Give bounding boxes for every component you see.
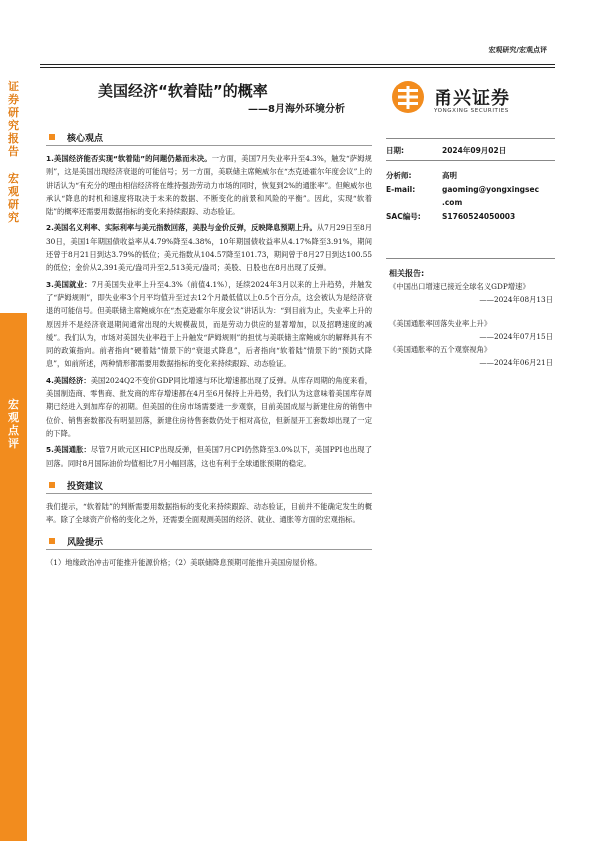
point-body: 美国2024Q2不变价GDP同比增速与环比增速都出现了反弹。从库存周期的角度来看，美国制造商、零售商、批发商的库存增速都在4月至6月保持上升趋势，我们认为这意味着美国库存周期已经进入到加库存的初期。但美国的住房市场需要进一步观察，目前美国成屋与新建住房的销售中位价、销售套数都没有明显回落，新建住房待售套数仍处于相对高位，但新屋开工套数却出现了一定的下降。: [46, 375, 372, 438]
analyst-row: [386, 170, 457, 181]
related-report-title[interactable]: 《美国通胀率回落失业率上升》: [389, 319, 492, 328]
section-underline: [46, 493, 372, 494]
section-bullet-icon: [49, 482, 55, 488]
section-title: 风险提示: [67, 538, 104, 549]
point-lead: 5.美国通胀：: [46, 445, 91, 455]
point-lead: 1.美国经济能否实现“软着陆”的问题仍悬而未决。: [46, 154, 212, 163]
section-risk-heading: [46, 534, 372, 550]
meta-rule-top: [386, 138, 555, 139]
point-lead: 3.美国就业：: [46, 279, 92, 289]
section-title: 核心观点: [67, 134, 104, 144]
date-label: 日期:: [386, 146, 404, 155]
point-body: 一方面，美国7月失业率升至4.3%，触发“萨姆规则”，这是美国出现经济衰退的可能信号；另一方面，美联储主席鲍威尔在“杰克逊霍尔年度会议”上的讲话认为“有充分的理由相信经济将在维持强劲劳动力市场的同时，恢复到2%的通胀率”。但鲍威尔也承认“降息的时机和速度将取决于未来的数据、不断变化的前景和风险的平衡”。因此，实现“软着陆”的概率还需要用数据指标的变化来持续跟踪、动态验证。: [46, 154, 372, 217]
meta-rule-mid: [386, 160, 555, 161]
logo-mark-icon: [391, 80, 425, 114]
core-point-4: [46, 374, 372, 440]
invest-body: 我们提示，“软着陆”的判断需要用数据指标的变化来持续跟踪、动态验证，目前并不能确定发生的概率。除了全球资产价格的变化之外，还需要全面观测美国的经济、就业、通胀等方面的宏观指标。: [46, 501, 372, 525]
header-category: 宏观研究/宏观点评: [488, 46, 547, 54]
logo-name: 甬兴证券: [434, 88, 510, 109]
section-title: 投资建议: [67, 481, 104, 492]
related-report-date: ——2024年06月21日: [479, 357, 553, 367]
analyst-label: 分析师:: [386, 171, 412, 180]
company-logo: [391, 78, 551, 124]
page-subtitle: ——8月海外环境分析: [248, 104, 345, 115]
related-report-title[interactable]: 《美国通胀率的五个观察视角》: [389, 345, 492, 354]
sidebar-label-commentary: 宏观点评: [8, 398, 19, 450]
core-point-2: [46, 221, 372, 274]
related-reports-title: 相关报告:: [389, 269, 425, 278]
email-row-cont: [442, 198, 462, 207]
related-report-1[interactable]: [389, 281, 553, 306]
header-rule: [40, 64, 555, 65]
section-core-heading: [46, 130, 372, 146]
sac-value: S1760524050003: [442, 212, 516, 221]
related-report-title[interactable]: 《中国出口增速已接近全球名义GDP增速》: [389, 282, 530, 291]
related-report-date: ——2024年07月15日: [479, 331, 553, 341]
sidebar-orange-band: [0, 313, 27, 841]
section-bullet-icon: [49, 538, 55, 544]
sac-row: [386, 211, 515, 222]
date-row: [386, 145, 506, 156]
point-body: 7月美国失业率上升至4.3%（前值4.1%），延续2024年3月以来的上升趋势，并触发了“萨姆规则”，即失业率3个月平均值升至过去12个月最低值以上0.5个百分点，这会被认为是经济衰退的可能信号。但美联储主席鲍威尔在“杰克逊霍尔年度会议”讲话认为：“到目前为止，失业率上升的原因并不是经济衰退期间通常出现的大规模裁员，而是劳动力供应的显著增加，以及招聘速度的减缓”。我们认为，市场对美国失业率趋于上升触发“萨姆规则”的担忧与美联储主席鲍威尔的解释具有不同的政策指向。前者指向“硬着陆”情景下的“衰退式降息”，后者指向“软着陆”情景下的“预防式降息”，如前所述，两种情形都需要用数据指标的变化来持续跟踪、动态验证。: [46, 279, 372, 369]
email-value[interactable]: gaoming@yongxingsec: [442, 185, 540, 194]
sidebar: [0, 0, 27, 841]
email-value-cont[interactable]: .com: [442, 198, 463, 207]
header-rule-thin: [40, 67, 555, 68]
related-report-3[interactable]: [389, 344, 553, 369]
email-label: E-mail:: [386, 185, 416, 194]
section-underline: [46, 549, 372, 550]
main-content: [46, 130, 372, 573]
point-lead: 2.美国名义利率、实际利率与美元指数回落，美股与金价反弹，反映降息预期上升。: [46, 223, 317, 233]
related-report-2[interactable]: [389, 318, 553, 343]
point-body: 从7月29日至8月30日，美国1年期国债收益率从4.79%降至4.38%，10年期国债收益率从4.17%降至3.91%，期间还曾于8月21日到达3.79%的低位；美元指数从104.57降至101.73，期间曾于8月27日到达100.55的低位；金价从2,391美元/盎司升至2,513美元/盎司；美股、日股也在8月出现了反弹。: [46, 223, 372, 273]
related-rule: [386, 258, 555, 259]
point-lead: 4.美国经济：: [46, 375, 91, 385]
related-report-date: ——2024年08月13日: [479, 294, 553, 304]
section-underline: [46, 145, 372, 146]
core-point-1: [46, 152, 372, 218]
sac-label: SAC编号:: [386, 212, 421, 221]
core-point-5: [46, 443, 372, 470]
risk-body: （1）地缘政治冲击可能推升能源价格；（2）美联储降息预期可能推升美国房屋价格。: [46, 558, 322, 568]
date-value: 2024年09月02日: [442, 146, 507, 155]
point-body: 尽管7月欧元区HICP出现反弹，但美国7月CPI仍然降至3.0%以下，美国PPI也出现了回落。同时8月国际油价均值相比7月小幅回落，这也有利于全球通胀预期的稳定。: [46, 445, 372, 468]
page-title: 美国经济“软着陆”的概率: [98, 82, 268, 100]
section-invest-heading: [46, 478, 372, 494]
sidebar-label-report: 证券研究报告: [8, 80, 19, 158]
email-row: [386, 185, 539, 194]
sidebar-label-research: 宏观研究: [8, 172, 19, 224]
section-bullet-icon: [49, 134, 55, 140]
logo-english: YONGXING SECURITIES: [434, 108, 509, 114]
analyst-name: 高明: [442, 171, 457, 180]
core-point-3: [46, 278, 372, 371]
